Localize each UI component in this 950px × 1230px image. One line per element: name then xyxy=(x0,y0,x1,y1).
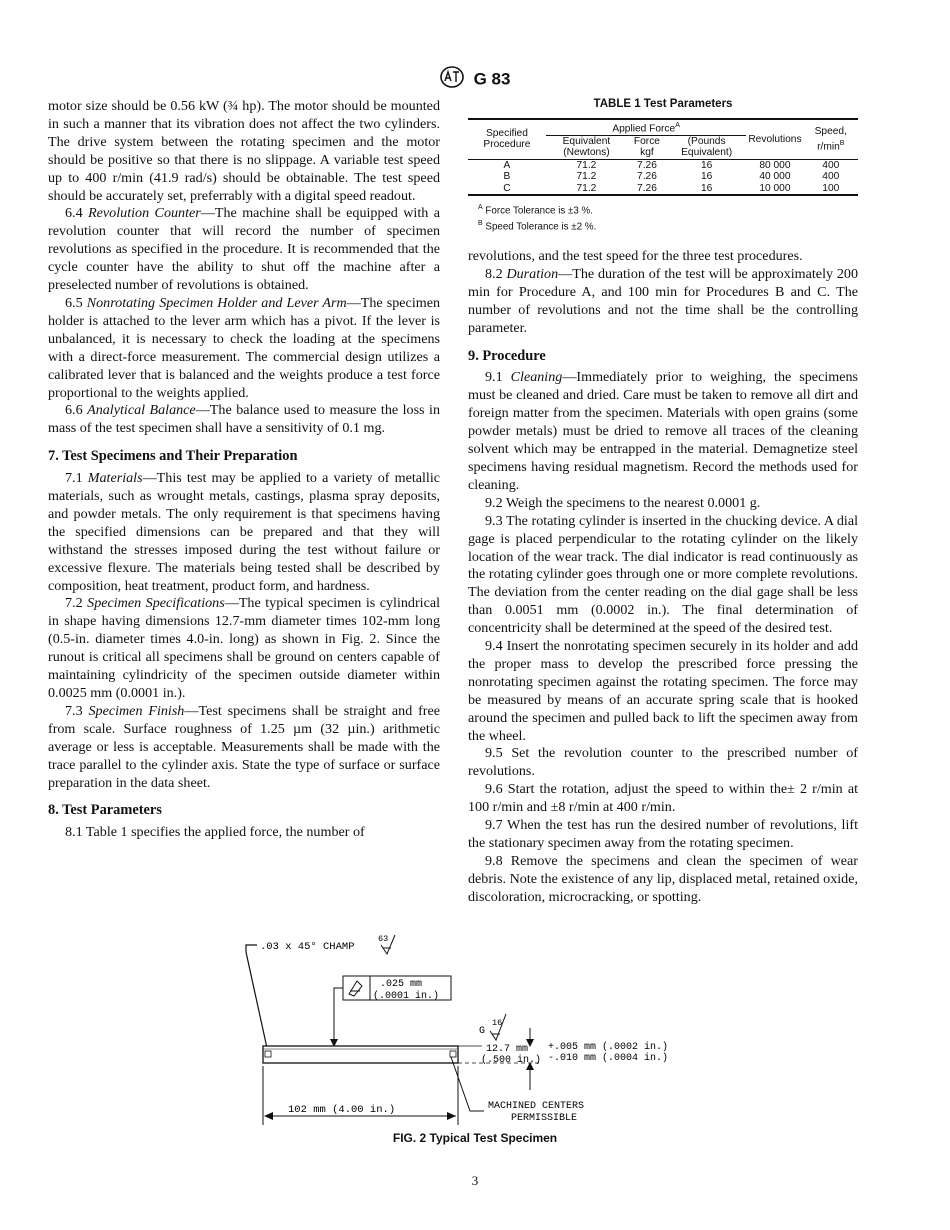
paragraph-8-1-continued: revolutions, and the test speed for the three test procedures. xyxy=(468,248,803,264)
paragraph-8-2: 8.2 Duration—The duration of the test will be approximately 200 min for Procedure A, and 100 min for Procedures B and C. The number of revolutions and not the time shall be the controlling parameter. xyxy=(468,265,858,336)
table-title: TABLE 1 Test Parameters xyxy=(593,98,733,110)
table-1 xyxy=(468,98,858,233)
section-heading-7: 7. Test Specimens and Their Preparation xyxy=(48,448,298,465)
left-column xyxy=(48,98,440,842)
footnote-b: $^B$ Speed Tolerance is ±2 %. xyxy=(478,219,597,232)
tolerance-in: (.0001 in.) xyxy=(373,991,440,1002)
paragraph-9-3: 9.3 The rotating cylinder is inserted in the chucking device. A dial gage is placed perpendicular to the rotating cylinder on the likely location of the wear track. The dial indicator is read continuously as the rotating cylinder goes through one or more complete revolutions. The deviation from the center reading on the dial gage shall be less than 0.0051 mm (0.0002 in.). The final determination of concentricity shall be determined at the speed of the desired test. xyxy=(468,512,858,637)
test-parameters-table xyxy=(468,118,858,196)
minus-tolerance: -.010 mm (.0004 in.) xyxy=(548,1053,669,1064)
centers-leader xyxy=(451,1057,484,1111)
centers-label-2: PERMISSIBLE xyxy=(511,1113,578,1124)
table-row: B 71.2 7.26 16 40 000 400 xyxy=(503,171,840,183)
right-column xyxy=(468,248,858,907)
tolerance-mm: .025 mm xyxy=(380,979,423,990)
header-newtons: Equivalent (Newtons) xyxy=(562,135,611,159)
paragraph-9-4: 9.4 Insert the nonrotating specimen securely in its holder and add the proper mass to develop the prescribed force pressing the nonrotating specimen against the rotating specimen. The force may be measured by means of an accurate spring scale that is hooked around the specimen and pulled back to lift the specimen away from the wheel. xyxy=(468,638,858,744)
table-row: A 71.2 7.26 16 80 000 400 xyxy=(468,159,858,171)
diameter-in: (.500 in.) xyxy=(481,1055,542,1066)
paragraph-6-4: 6.4 Revolution Counter—The machine shall be equipped with a revolution counter that will record the number of specimen revolutions as specified in the procedure. It is recommended that the cycle counter have the ability to shut off the machine after a preselected number of revolutions is obtained. xyxy=(48,205,440,294)
diameter-mm: 12.7 mm xyxy=(486,1044,529,1055)
section-heading-8: 8. Test Parameters xyxy=(48,802,162,819)
footnote-a: $^A$ Force Tolerance is ±3 %. xyxy=(478,204,593,217)
page-header xyxy=(0,66,950,93)
length-label: 102 mm (4.00 in.) xyxy=(288,1104,396,1116)
paragraph-6-6: 6.6 Analytical Balance—The balance used to measure the loss in mass of the test specimen shall have a sensitivity of 0.1 mg. xyxy=(48,402,440,437)
paragraph-9-5: 9.5 Set the revolution counter to the prescribed number of revolutions. xyxy=(468,745,858,780)
paragraph-7-3: 7.3 Specimen Finish—Test specimens shall be straight and free from scale. Surface roughness of 1.25 µm (32 µin.) arithmetic average or less is acceptable. Measurements shall be made with the trace parallel to the cylinder axis. State the type of surface or surface preparation in the data sheet. xyxy=(48,702,440,791)
chamfer-leader-line xyxy=(246,945,267,1048)
header-speed: Speed, $r/\min^B$ xyxy=(804,119,858,159)
paragraph-7-2: 7.2 Specimen Specifications—The typical specimen is cylindrical in shape having dimensions 12.7-mm diameter times 102-mm long (0.5-in. diameter times 4.0-in. long) as shown in Fig. 2. Since the runout is critical all specimens shall be ground on centers capable of maintaining cylindricity of the specimen outside diameter within 0.0025 mm (0.0001 in.). xyxy=(48,595,440,701)
header-applied-force: Applied Force$^A$ xyxy=(546,119,746,135)
paragraph-7-1: 7.1 Materials—This test may be applied to a variety of metallic materials, such as wrought metals, castings, plasma spray deposits, and powder metals. The only requirement is that specimens having the specified dimensions can be prepared and that they will withstand the stresses imposed during the test without failure or excessive flexure. The materials being tested shall be described by composition, heat treatment, product form, and hardness. xyxy=(48,470,440,594)
table-row: C 71.2 7.26 16 10 000 100 xyxy=(468,183,858,196)
g-label: G xyxy=(479,1026,486,1037)
paragraph-8-1: 8.1 Table 1 specifies the applied force, the number of xyxy=(65,824,365,841)
roughness-side-value: 16 xyxy=(492,1018,503,1028)
paragraph-9-7: 9.7 When the test has run the desired number of revolutions, lift the stationary specimen away from the rotating specimen. xyxy=(468,817,858,851)
chamfer-label: .03 x 45° CHAMP xyxy=(260,941,355,953)
header-revolutions: Revolutions xyxy=(746,119,803,159)
astm-logo-icon xyxy=(440,66,464,93)
page-number: 3 xyxy=(471,1173,479,1188)
paragraph-9-1: 9.1 Cleaning—Immediately prior to weighing, the specimens must be cleaned and dried. Care must be taken to remove all dirt and foreign matter from the specimen. Materials with open grains (some powder metals) must be dried to remove all traces of the cleaning solvent which may be entrapped in the material. Demagnetize steel specimens having residual magnetism. Record the methods used for cleaning. xyxy=(468,369,858,493)
header-pounds: (Pounds Equivalent) xyxy=(681,135,733,159)
paragraph-9-2: 9.2 Weigh the specimens to the nearest 0.0001 g. xyxy=(485,494,761,511)
cylindricity-icon xyxy=(349,981,362,996)
centers-label-1: MACHINED CENTERS xyxy=(488,1101,585,1112)
header-procedure: Specified Procedure xyxy=(468,119,546,159)
figure-caption: FIG. 2 Typical Test Specimen xyxy=(392,1131,558,1145)
table-footnotes xyxy=(468,202,858,233)
paragraph-9-6: 9.6 Start the rotation, adjust the speed to within the± 2 r/min at 100 r/min and ±8 r/min at 400 r/min. xyxy=(468,781,858,816)
figure-2-drawing xyxy=(230,928,690,1128)
specimen-cylinder xyxy=(263,1046,458,1063)
header-kgf: Force kgf xyxy=(633,135,660,159)
paragraph-9-8: 9.8 Remove the specimens and clean the specimen of wear debris. Note the existence of any lip, displaced metal, retained oxide, discoloration, microcracking, or spotting. xyxy=(468,852,858,905)
paragraph-6-5: 6.5 Nonrotating Specimen Holder and Lever Arm—The specimen holder is attached to the lever arm which has a pivot. If the lever is unbalanced, it is necessary to check the loading at the specimens with a direct-force measurement. The commercial design utilizes a calibrated lever that is balanced and the weights produce a test force proportional to the weights applied. xyxy=(48,294,440,401)
paragraph-6-3-continued: motor size should be 0.56 kW (¾ hp). The motor should be mounted in such a manner that its vibration does not affect the two cylinders. The drive system between the rotating specimen and the motor should be positive so that there is no slippage. A variable test speed up to 400 r/min (41.9 rad/s) should be obtainable. The test speed should be accurately set, preferrably with a digital speed readout. xyxy=(48,98,440,204)
roughness-top-value: 63 xyxy=(378,934,389,944)
standard-designation: G 83 xyxy=(473,69,511,89)
section-heading-9: 9. Procedure xyxy=(468,347,546,364)
plus-tolerance: +.005 mm (.0002 in.) xyxy=(548,1042,669,1053)
tolerance-leader xyxy=(334,988,343,1046)
